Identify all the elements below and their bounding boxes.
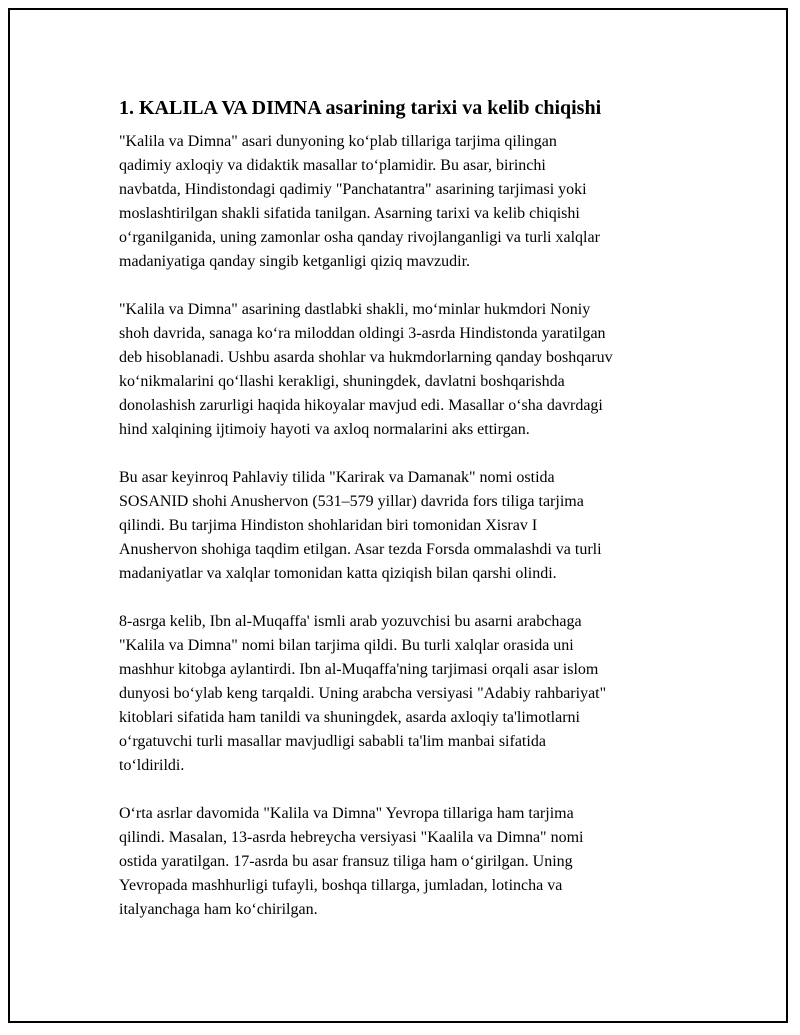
body-paragraph [119, 298, 689, 442]
paragraph-line: oʻrgatuvchi turli masallar mavjudligi sababli ta'lim manbai sifatida [119, 733, 546, 750]
paragraph-line: italyanchaga ham koʻchirilgan. [119, 901, 318, 918]
paragraph-line: oʻrganilganida, uning zamonlar osha qanday rivojlanganligi va turli xalqlar [119, 229, 600, 246]
body-paragraph [119, 466, 689, 586]
document-page [8, 8, 788, 1023]
document-content [119, 94, 689, 946]
paragraph-line: kitoblari sifatida ham tanildi va shuningdek, asarda axloqiy ta'limotlarni [119, 709, 580, 726]
paragraph-line: qadimiy axloqiy va didaktik masallar toʻplamidir. Bu asar, birinchi [119, 157, 546, 174]
paragraph-list [119, 130, 689, 922]
paragraph-line: madaniyatiga qanday singib ketganligi qiziq mavzudir. [119, 253, 471, 270]
paragraph-line: hind xalqining ijtimoiy hayoti va axloq normalarini aks ettirgan. [119, 421, 530, 438]
paragraph-line: Yevropada mashhurligi tufayli, boshqa tillarga, jumladan, lotincha va [119, 877, 563, 894]
paragraph-line: Oʻrta asrlar davomida "Kalila va Dimna" Yevropa tillariga ham tarjima [119, 805, 574, 822]
paragraph-line: ostida yaratilgan. 17-asrda bu asar fransuz tiliga ham oʻgirilgan. Uning [119, 853, 573, 870]
paragraph-line: deb hisoblanadi. Ushbu asarda shohlar va hukmdorlarning qanday boshqaruv [119, 349, 613, 366]
paragraph-line: 8-asrga kelib, Ibn al-Muqaffa' ismli arab yozuvchisi bu asarni arabchaga [119, 613, 582, 630]
paragraph-line: "Kalila va Dimna" nomi bilan tarjima qildi. Bu turli xalqlar orasida uni [119, 637, 574, 654]
paragraph-line: dunyosi boʻylab keng tarqaldi. Uning arabcha versiyasi "Adabiy rahbariyat" [119, 685, 607, 702]
paragraph-line: toʻldirildi. [119, 757, 185, 774]
paragraph-line: Bu asar keyinroq Pahlaviy tilida "Karirak va Damanak" nomi ostida [119, 469, 555, 486]
page-title: 1. KALILA VA DIMNA asarining tarixi va kelib chiqishi [119, 97, 602, 119]
paragraph-line: donolashish zarurligi haqida hikoyalar mavjud edi. Masallar oʻsha davrdagi [119, 397, 603, 414]
paragraph-line: koʻnikmalarini qoʻllashi kerakligi, shuningdek, davlatni boshqarishda [119, 373, 565, 390]
paragraph-line: Anushervon shohiga taqdim etilgan. Asar tezda Forsda ommalashdi va turli [119, 541, 602, 558]
paragraph-line: SOSANID shohi Anushervon (531–579 yillar) davrida fors tiliga tarjima [119, 493, 584, 510]
paragraph-line: "Kalila va Dimna" asari dunyoning koʻplab tillariga tarjima qilingan [119, 133, 557, 150]
paragraph-line: mashhur kitobga aylantirdi. Ibn al-Muqaffa'ning tarjimasi orqali asar islom [119, 661, 599, 678]
paragraph-line: navbatda, Hindistondagi qadimiy "Panchatantra" asarining tarjimasi yoki [119, 181, 587, 198]
paragraph-line: madaniyatlar va xalqlar tomonidan katta qiziqish bilan qarshi olindi. [119, 565, 557, 582]
body-paragraph [119, 610, 689, 778]
paragraph-line: "Kalila va Dimna" asarining dastlabki shakli, moʻminlar hukmdori Noniy [119, 301, 591, 318]
body-paragraph [119, 802, 689, 922]
paragraph-line: qilindi. Bu tarjima Hindiston shohlaridan biri tomonidan Xisrav I [119, 517, 538, 534]
paragraph-line: qilindi. Masalan, 13-asrda hebreycha versiyasi "Kaalila va Dimna" nomi [119, 829, 584, 846]
paragraph-line: moslashtirilgan shakli sifatida tanilgan. Asarning tarixi va kelib chiqishi [119, 205, 580, 222]
body-paragraph [119, 130, 689, 274]
paragraph-line: shoh davrida, sanaga koʻra miloddan oldingi 3-asrda Hindistonda yaratilgan [119, 325, 606, 342]
